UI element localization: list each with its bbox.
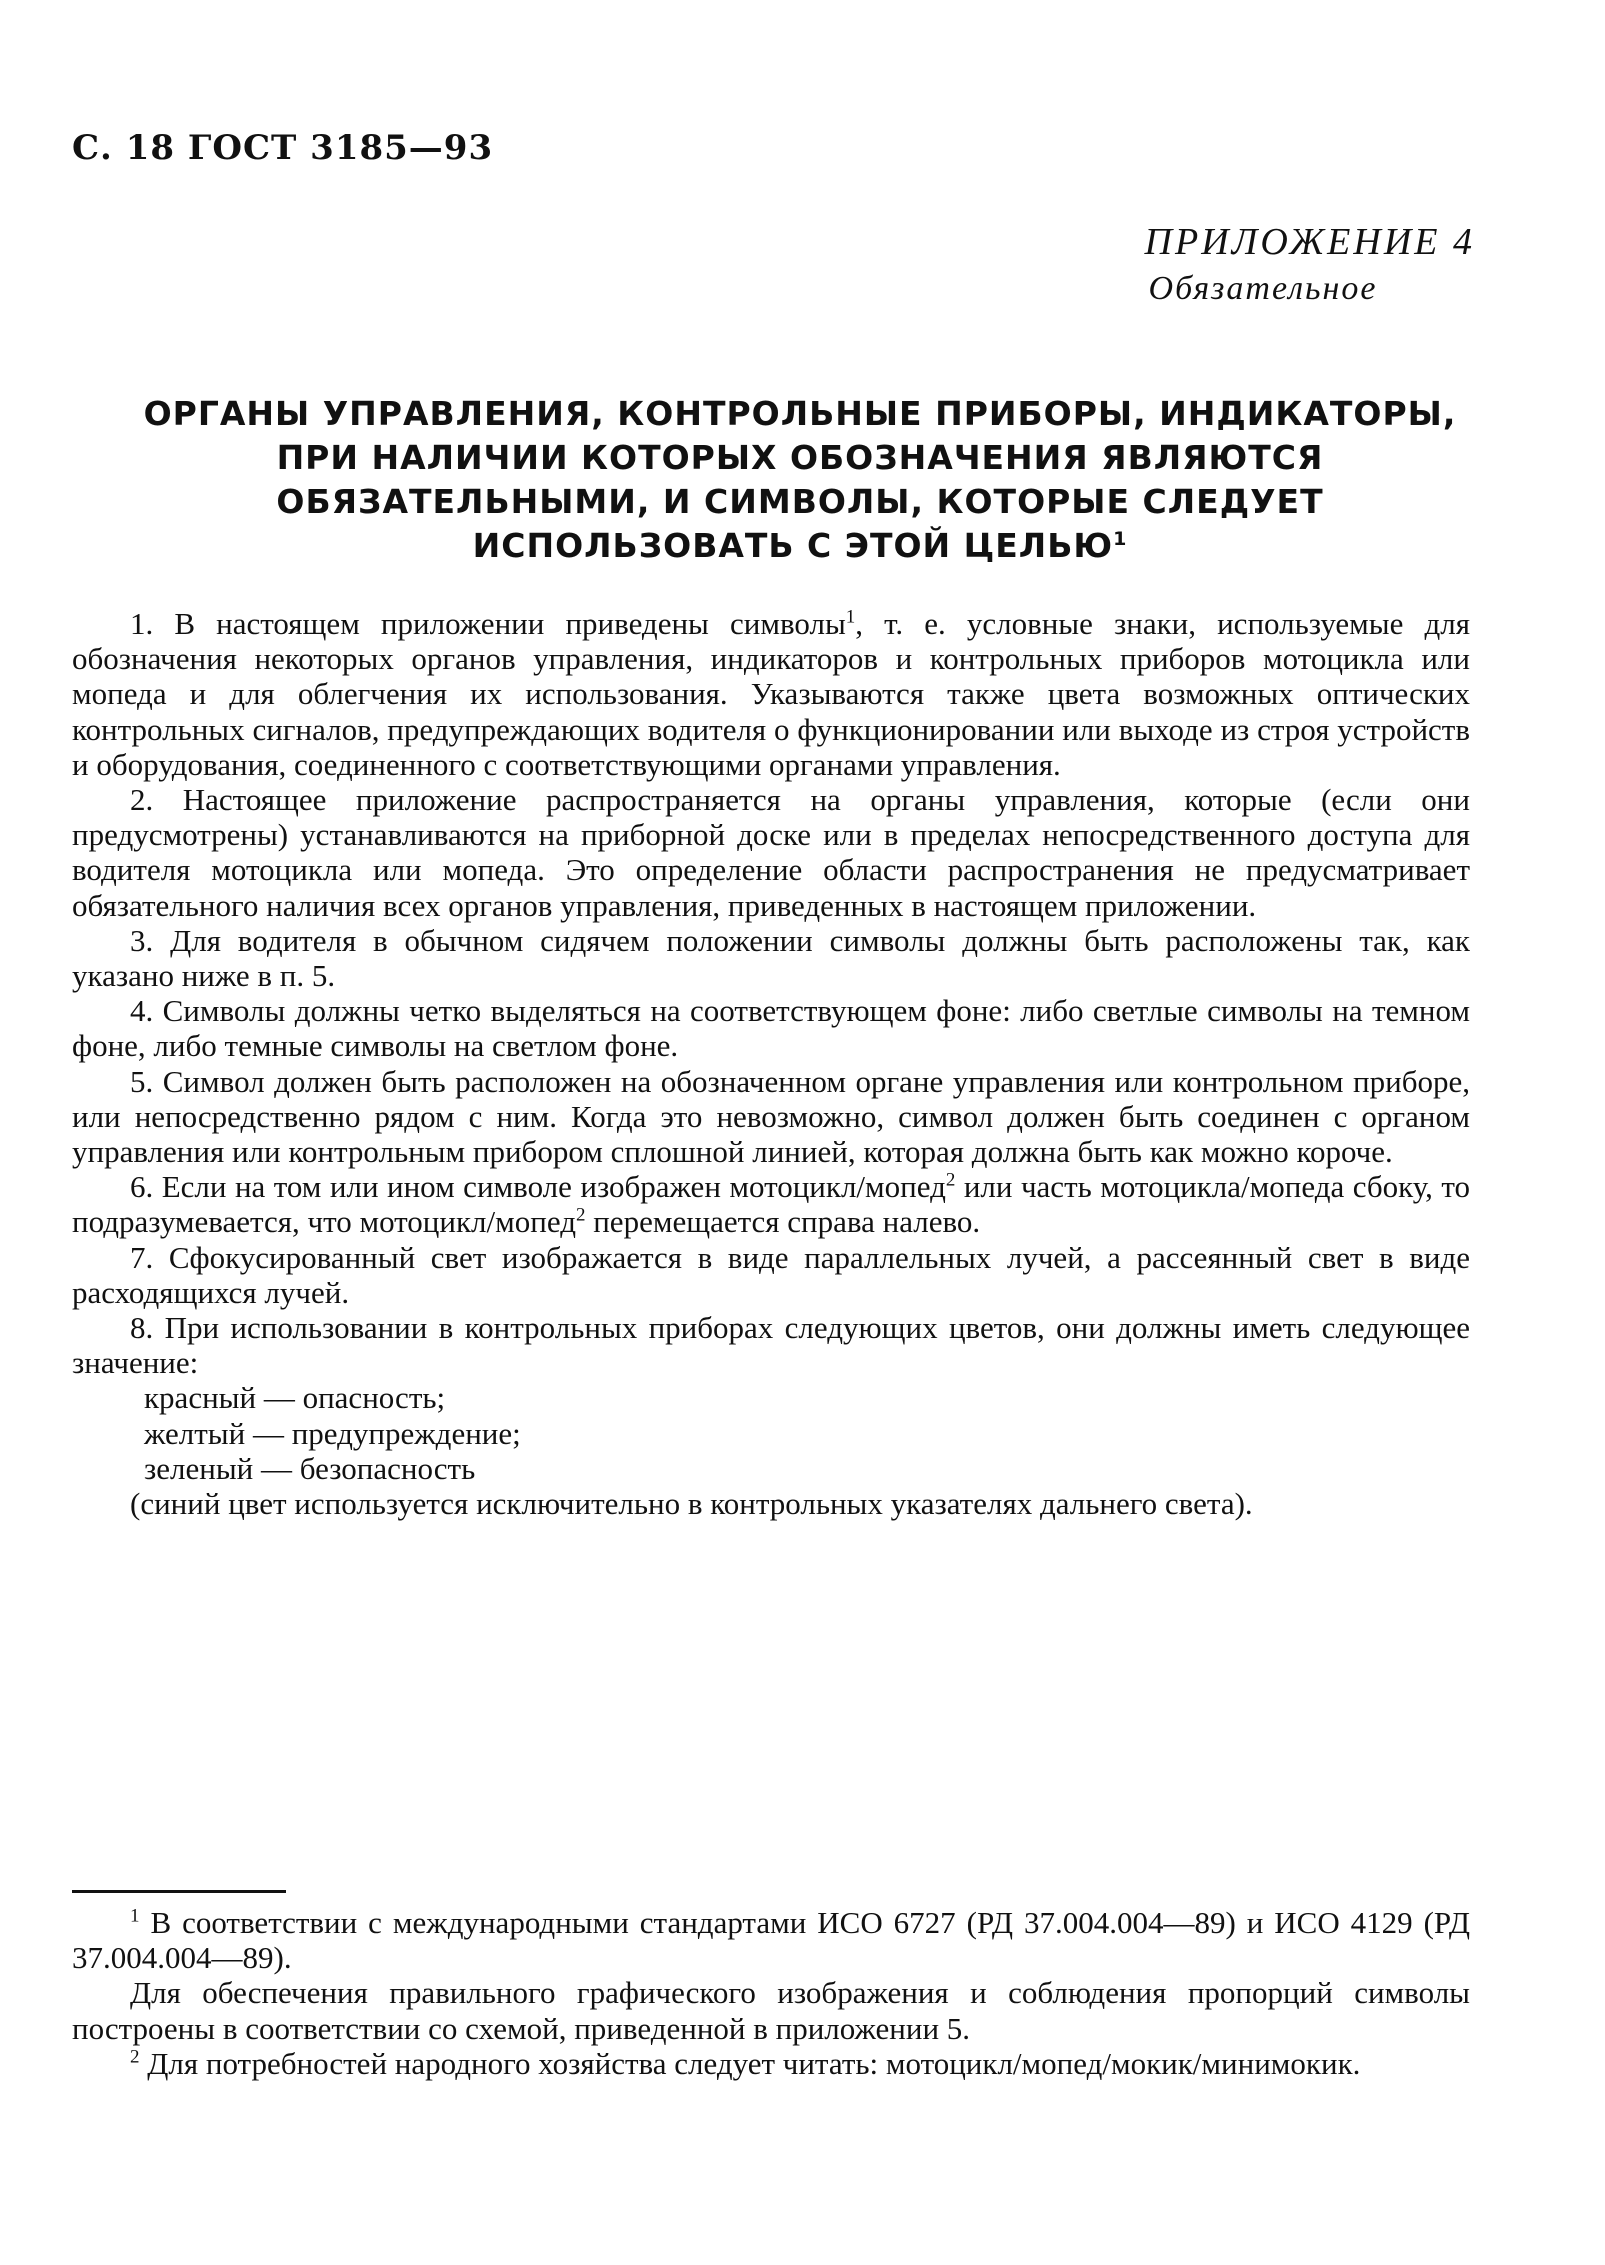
paragraph-6-part-c: перемещается справа налево. (585, 1204, 981, 1240)
footnote-2-mark: 2 (130, 2046, 140, 2068)
paragraph-5: 5. Символ должен быть расположен на обозначенном органе управления или контрольном приборе, или непосредственно рядом с ним. Когда это невозможно, символ должен быть соединен с органом управления или контрольным прибором сплошной линией, которая должна быть как можно короче. (72, 1063, 1470, 1170)
page-header: С. 18 ГОСТ 3185—93 (72, 128, 494, 168)
color-meaning-green: зеленый — безопасность (144, 1450, 476, 1486)
footnote-1 (72, 1905, 1470, 1975)
paragraph-6-part-a: 6. Если на том или ином символе изображен мотоцикл/мопед (130, 1169, 946, 1205)
paragraph-7: 7. Сфокусированный свет изображается в виде параллельных лучей, а рассеянный свет в виде расходящихся лучей. (72, 1239, 1470, 1310)
paragraph-6-footnote-mark-2: 2 (575, 1205, 586, 1227)
paragraph-3: 3. Для водителя в обычном сидячем положении символы должны быть расположены так, как указано ниже в п. 5. (72, 922, 1470, 994)
footnote-divider (72, 1890, 286, 1893)
paragraph-1-rest: , т. е. условные знаки, используемые для обозначения некоторых органов управления, индикаторов и контрольных приборов мотоцикла или мопеда и для облегчения их использования. Указываются также цвета возможных оптических контрольных сигналов, предупреждающих водителя о функционировании или выходе из строя устройств и оборудования, соединенного с соответствующими органами управления. (72, 606, 1470, 782)
title-footnote-mark: 1 (1113, 528, 1128, 550)
blue-color-note: (синий цвет используется исключительно в контрольных указателях дальнего света). (130, 1486, 1253, 1522)
paragraph-6-part-b: или часть мотоцикла/мопеда сбоку, то подразумевается, что мотоцикл/мопед (72, 1169, 1470, 1240)
document-title (60, 392, 1540, 568)
title-line-4-text: ИСПОЛЬЗОВАТЬ С ЭТОЙ ЦЕЛЬЮ (472, 526, 1114, 565)
paragraph-2: 2. Настоящее приложение распространяется на органы управления, которые (если они предусмотрены) устанавливаются на приборной доске или в пределах непосредственного доступа для водителя мотоцикла или мопеда. Это определение области распространения не предусматривает обязательного наличия всех органов управления, приведенных в настоящем приложении. (72, 782, 1470, 923)
footnotes (72, 1905, 1470, 2081)
color-meaning-red: красный — опасность; (144, 1380, 446, 1416)
footnote-1-text: В соответствии с международными стандартами ИСО 6727 (РД 37.004.004—89) и ИСО 4129 (РД 37.004.004—89). (72, 1905, 1470, 1976)
appendix-status: Обязательное (1148, 270, 1378, 307)
title-line-3: ОБЯЗАТЕЛЬНЫМИ, И СИМВОЛЫ, КОТОРЫЕ СЛЕДУЕТ (276, 482, 1324, 521)
paragraph-4: 4. Символы должны четко выделяться на соответствующем фоне: либо светлые символы на темном фоне, либо темные символы на светлом фоне. (72, 993, 1470, 1064)
paragraph-1-start: 1. В настоящем приложении приведены символы (130, 606, 846, 641)
paragraph-6-footnote-mark-1: 2 (945, 1169, 956, 1191)
paragraph-6 (72, 1169, 1470, 1239)
footnote-1-continuation: Для обеспечения правильного графического изображения и соблюдения пропорций символы построены в соответствии со схемой, приведенной в приложении 5. (72, 1975, 1470, 2046)
footnote-2 (72, 2046, 1470, 2081)
paragraph-1-footnote-mark: 1 (845, 606, 856, 628)
appendix-label (1145, 220, 1475, 308)
paragraph-8: 8. При использовании в контрольных приборах следующих цветов, они должны иметь следующее значение: (72, 1310, 1470, 1381)
body-text (72, 606, 1470, 1521)
paragraph-1 (72, 606, 1470, 782)
title-line-4 (60, 524, 1540, 568)
footnote-2-text: Для потребностей народного хозяйства следует читать: мотоцикл/мопед/мокик/минимокик. (139, 2045, 1361, 2081)
footnote-1-mark: 1 (130, 1905, 140, 1927)
title-line-1: ОРГАНЫ УПРАВЛЕНИЯ, КОНТРОЛЬНЫЕ ПРИБОРЫ, ИНДИКАТОРЫ, (143, 394, 1457, 433)
color-meaning-yellow: желтый — предупреждение; (144, 1415, 521, 1451)
appendix-number: ПРИЛОЖЕНИЕ 4 (1144, 221, 1475, 263)
title-line-2: ПРИ НАЛИЧИИ КОТОРЫХ ОБОЗНАЧЕНИЯ ЯВЛЯЮТСЯ (276, 438, 1324, 477)
